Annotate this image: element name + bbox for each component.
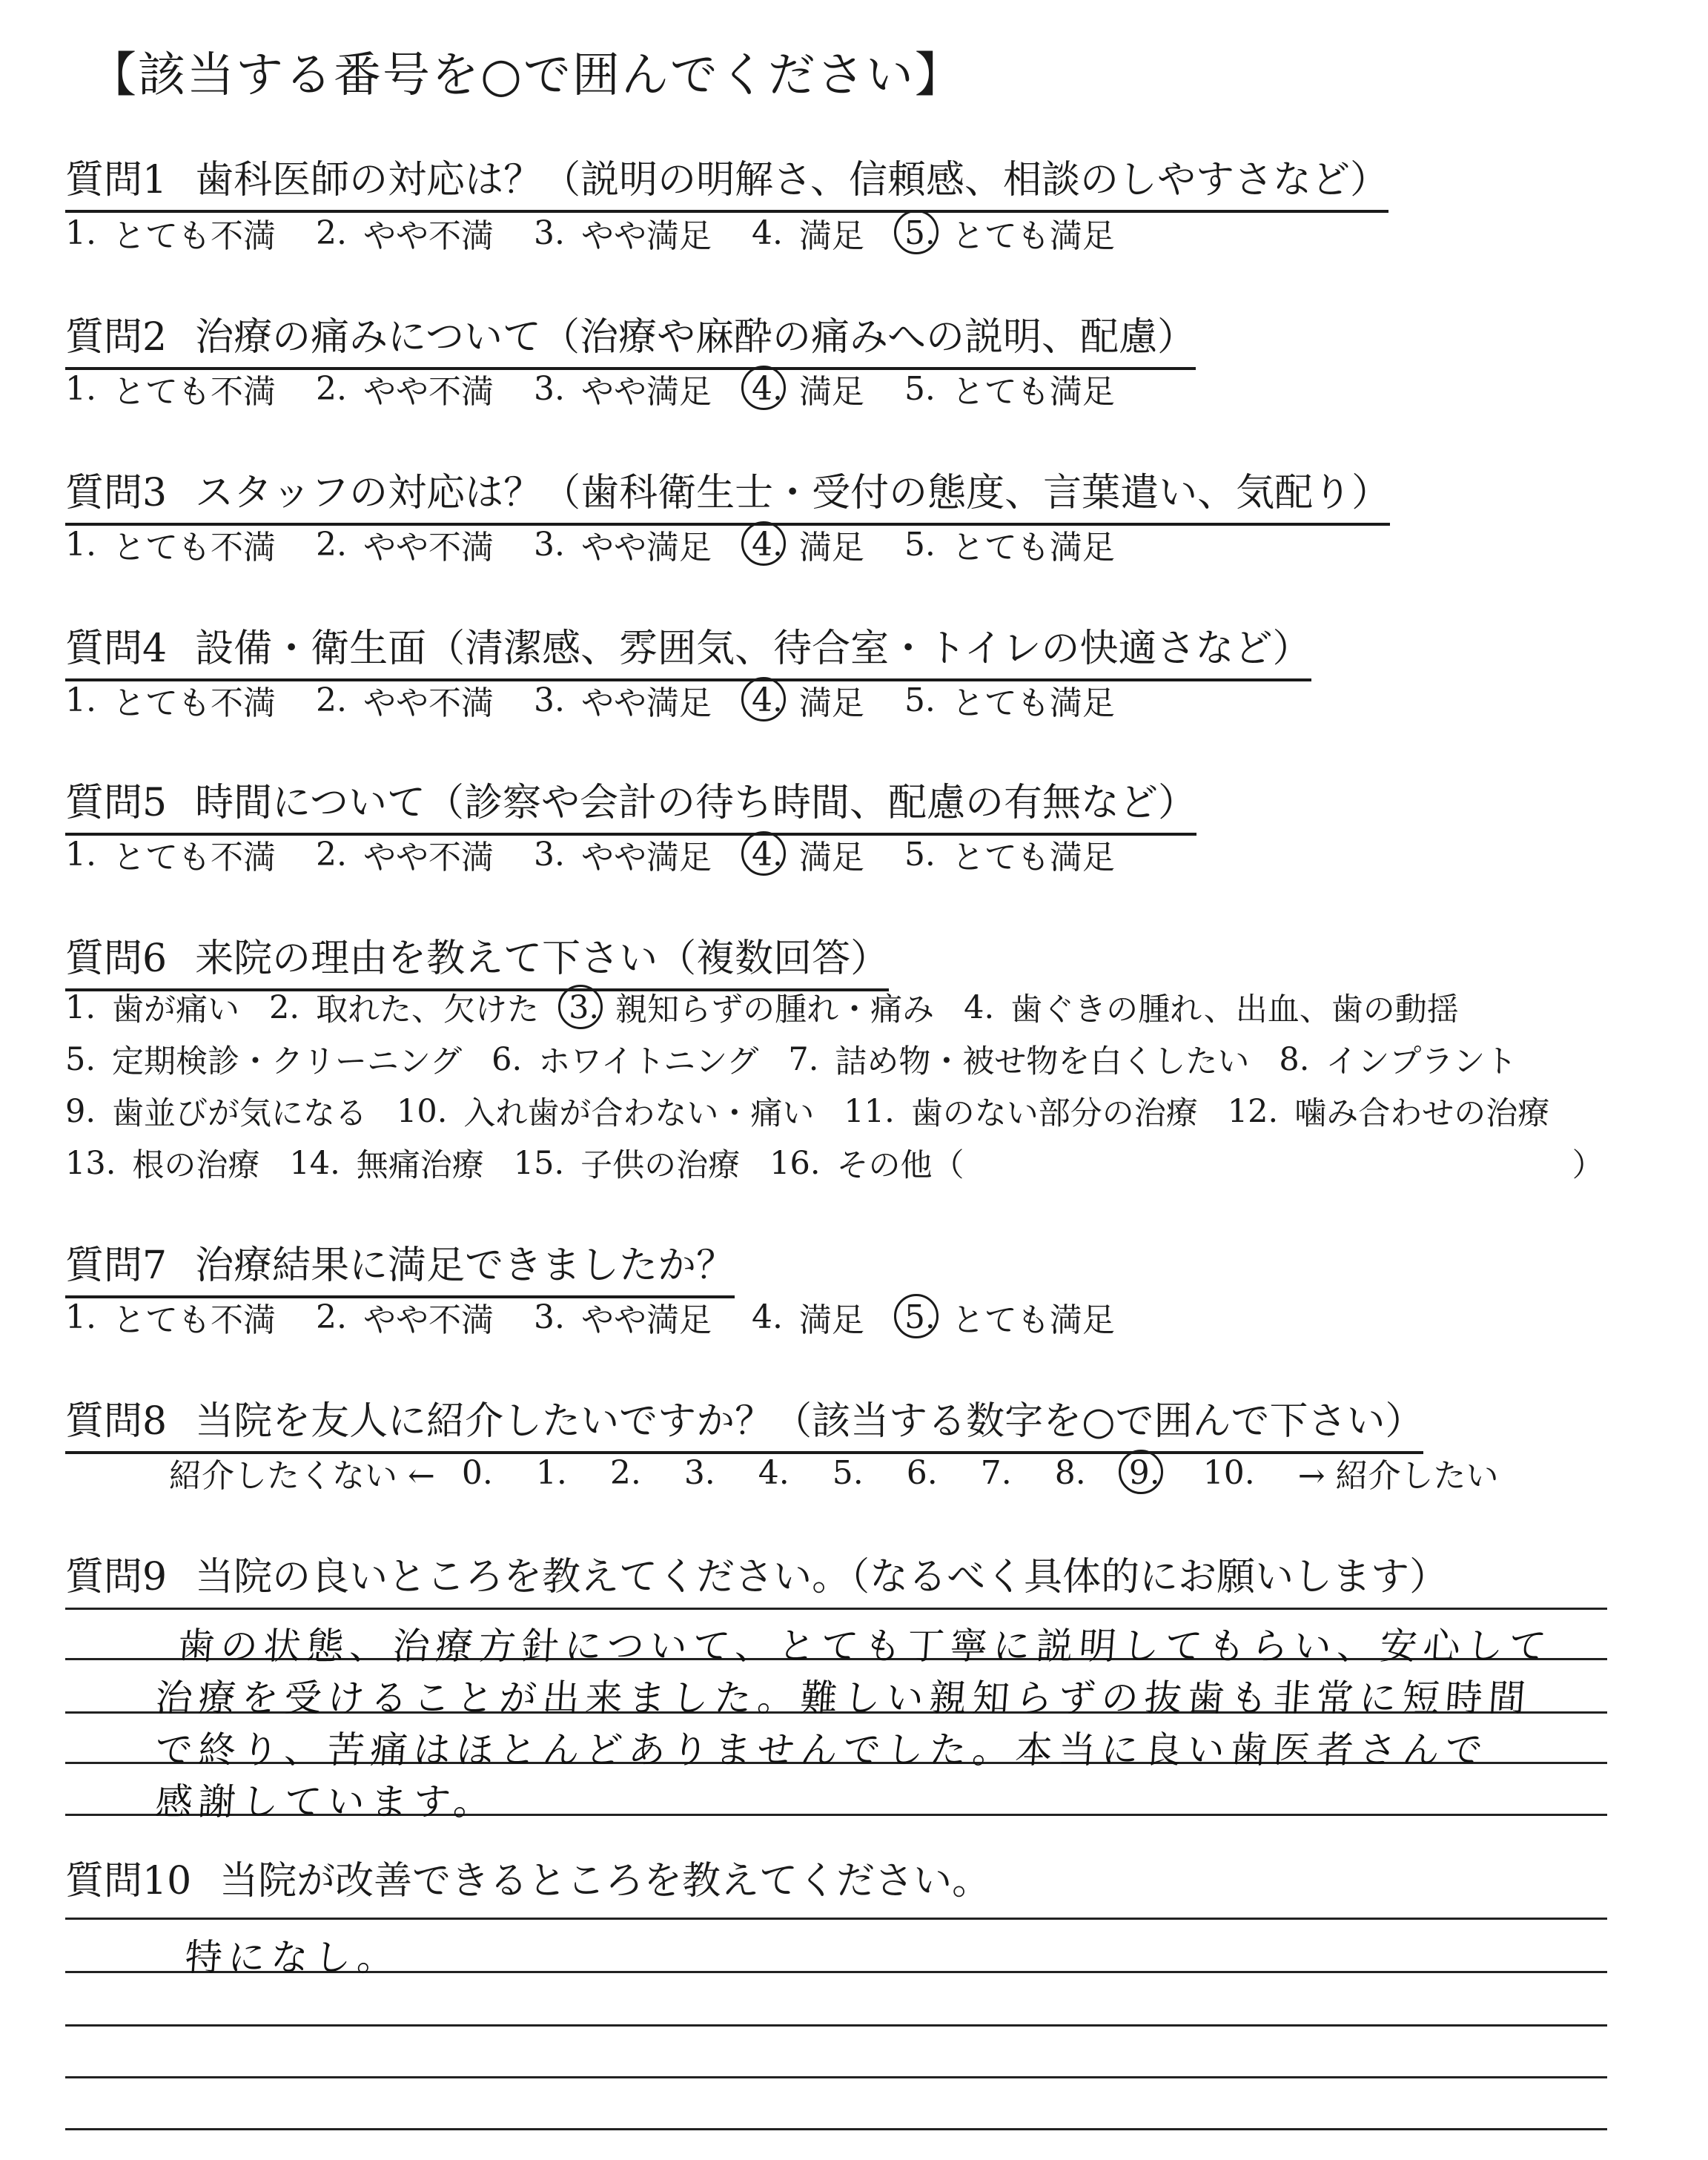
- option-number: 1.: [65, 525, 96, 564]
- option-label: とても不満: [112, 217, 276, 255]
- question-7-options[interactable]: [65, 1293, 1155, 1341]
- reason-option-10[interactable]: [397, 1089, 814, 1134]
- option-number: 4.: [751, 214, 783, 252]
- option-3[interactable]: [534, 209, 712, 257]
- q10-answer-line-1[interactable]: 特になし。: [183, 1936, 402, 1979]
- question-6-title: 質問6 来院の理由を教えて下さい（複数回答）: [65, 927, 889, 991]
- reason-option-12[interactable]: [1228, 1089, 1549, 1134]
- option-number: 5.: [904, 369, 936, 408]
- option-3[interactable]: [534, 1293, 712, 1341]
- option-2[interactable]: [316, 1293, 494, 1341]
- option-number: 5.: [65, 1040, 96, 1078]
- scale-number-9[interactable]: 9.: [1128, 1453, 1160, 1492]
- option-label: やや不満: [363, 373, 494, 411]
- scale-left-label: 紹介したくない ←: [169, 1457, 435, 1495]
- option-number: 2.: [315, 1298, 347, 1336]
- option-number: 3.: [533, 1298, 565, 1336]
- option-label: 満足: [798, 839, 864, 876]
- option-number: 4.: [751, 1298, 783, 1336]
- q9-answer-line-3[interactable]: で終り、苦痛はほとんどありませんでした。本当に良い歯医者さんで: [153, 1728, 1490, 1771]
- option-label: やや満足: [580, 839, 712, 876]
- question-9-title: 質問9 当院の良いところを教えてください。（なるべく具体的にお願いします）: [65, 1555, 1449, 1599]
- question-8-scale[interactable]: [169, 1449, 1526, 1496]
- reason-option-7[interactable]: [788, 1037, 1249, 1082]
- option-1[interactable]: [65, 1293, 276, 1341]
- option-label: やや不満: [363, 217, 494, 255]
- option-5[interactable]: [904, 1293, 1115, 1341]
- reason-option-9[interactable]: [65, 1089, 367, 1134]
- option-label: 親知らずの腫れ・痛み: [615, 991, 935, 1028]
- question-5-title: 質問5 時間について（診察や会計の待ち時間、配慮の有無など）: [65, 771, 1196, 836]
- option-label: とても満足: [951, 529, 1115, 567]
- option-label: 満足: [798, 529, 864, 567]
- option-label: やや満足: [580, 1301, 712, 1339]
- option-4[interactable]: [752, 1293, 864, 1341]
- question-6-row-3[interactable]: [65, 1089, 1579, 1134]
- scale-number-10[interactable]: 10.: [1202, 1453, 1255, 1492]
- option-4[interactable]: [752, 676, 864, 724]
- option-number: 3.: [533, 369, 565, 408]
- option-label: 満足: [798, 373, 864, 411]
- option-number: 5.: [904, 214, 936, 252]
- option-number: 13.: [65, 1144, 116, 1182]
- option-label: とても不満: [112, 529, 276, 567]
- q9-answer-line-1[interactable]: 歯の状態、治療方針について、とても丁寧に説明してもらい、安心して: [176, 1625, 1554, 1668]
- option-label: 歯のない部分の治療: [910, 1095, 1198, 1132]
- option-1[interactable]: [65, 521, 276, 568]
- option-label: やや不満: [363, 529, 494, 567]
- option-number: 15.: [513, 1144, 565, 1182]
- reason-option-1[interactable]: [65, 985, 239, 1030]
- option-number: 3.: [533, 214, 565, 252]
- option-label: インプラント: [1325, 1043, 1517, 1080]
- option-3[interactable]: [534, 676, 712, 724]
- answer-line: [65, 1608, 1607, 1610]
- option-label: やや満足: [580, 217, 712, 255]
- option-number: 6.: [491, 1040, 523, 1078]
- option-4[interactable]: [752, 365, 864, 412]
- question-4-title: 質問4 設備・衛生面（清潔感、雰囲気、待合室・トイレの快適さなど）: [65, 617, 1311, 681]
- question-1-title: 質問1 歯科医師の対応は？（説明の明解さ、信頼感、相談のしやすさなど）: [65, 148, 1388, 213]
- option-label: やや不満: [363, 1301, 494, 1339]
- option-number: 7.: [788, 1040, 819, 1078]
- option-number: 1.: [65, 369, 96, 408]
- option-5[interactable]: [904, 521, 1115, 568]
- scale-number-2[interactable]: 2.: [609, 1453, 641, 1492]
- option-number: 2.: [315, 681, 347, 719]
- option-label: ホワイトニング: [538, 1043, 759, 1080]
- option-1[interactable]: [65, 365, 276, 412]
- option-number: 9.: [65, 1092, 96, 1130]
- option-number: 2.: [315, 214, 347, 252]
- option-label: やや不満: [363, 684, 494, 722]
- option-number: 12.: [1227, 1092, 1279, 1130]
- option-label: やや満足: [580, 373, 712, 411]
- option-number: 4.: [964, 988, 995, 1026]
- option-number: 4.: [751, 835, 783, 873]
- option-label: やや満足: [580, 684, 712, 722]
- option-number: 1.: [65, 988, 96, 1026]
- scale-number-3[interactable]: 3.: [683, 1453, 715, 1492]
- question-6-row-2[interactable]: [65, 1037, 1546, 1082]
- option-5[interactable]: [904, 209, 1115, 257]
- option-label: 入れ歯が合わない・痛い: [463, 1095, 815, 1132]
- option-label: 歯ぐきの腫れ、出血、歯の動揺: [1010, 991, 1459, 1028]
- option-label: その他（: [836, 1147, 964, 1184]
- option-label: とても不満: [112, 373, 276, 411]
- question-4-options[interactable]: [65, 676, 1155, 724]
- option-number: 5.: [904, 681, 936, 719]
- question-3-options[interactable]: [65, 521, 1155, 568]
- question-6-row-4[interactable]: [65, 1140, 1604, 1186]
- option-2[interactable]: [316, 365, 494, 412]
- option-3[interactable]: [534, 365, 712, 412]
- option-number: 4.: [751, 369, 783, 408]
- option-number: 2.: [315, 369, 347, 408]
- option-2[interactable]: [316, 521, 494, 568]
- other-close-paren: ）: [1572, 1147, 1604, 1184]
- option-label: 噛み合わせの治療: [1294, 1095, 1550, 1132]
- scale-number-1[interactable]: 1.: [535, 1453, 567, 1492]
- question-7-title: 質問7 治療結果に満足できましたか？: [65, 1234, 735, 1298]
- option-number: 2.: [269, 988, 300, 1026]
- option-5[interactable]: [904, 365, 1115, 412]
- option-number: 14.: [289, 1144, 340, 1182]
- option-label: 子供の治療: [580, 1147, 741, 1184]
- reason-option-16[interactable]: [769, 1140, 964, 1186]
- option-label: とても不満: [112, 839, 276, 876]
- answer-line: [65, 2128, 1607, 2130]
- option-number: 5.: [904, 1298, 936, 1336]
- option-label: とても満足: [951, 839, 1115, 876]
- option-number: 2.: [315, 835, 347, 873]
- question-2-options[interactable]: [65, 365, 1155, 412]
- answer-line: [65, 2024, 1607, 2027]
- option-number: 8.: [1279, 1040, 1310, 1078]
- q9-answer-line-4[interactable]: 感謝しています。: [153, 1780, 498, 1823]
- question-1-options[interactable]: [65, 209, 1155, 257]
- option-label: 満足: [798, 217, 864, 255]
- option-label: やや満足: [580, 529, 712, 567]
- reason-option-5[interactable]: [65, 1037, 462, 1082]
- option-number: 1.: [65, 835, 96, 873]
- option-number: 4.: [751, 525, 783, 564]
- option-number: 10.: [397, 1092, 448, 1130]
- scale-number-0[interactable]: 0.: [461, 1453, 493, 1492]
- option-2[interactable]: [316, 209, 494, 257]
- option-number: 3.: [533, 835, 565, 873]
- option-label: 満足: [798, 1301, 864, 1339]
- option-label: 歯並びが気になる: [112, 1095, 368, 1132]
- option-2[interactable]: [316, 830, 494, 878]
- answer-line: [65, 1918, 1607, 1920]
- scale-number-7[interactable]: 7.: [980, 1453, 1012, 1492]
- option-label: とても不満: [112, 684, 276, 722]
- option-number: 4.: [751, 681, 783, 719]
- option-label: 詰め物・被せ物を白くしたい: [835, 1043, 1250, 1080]
- option-number: 1.: [65, 214, 96, 252]
- scale-number-5[interactable]: 5.: [832, 1453, 864, 1492]
- question-6-row-1[interactable]: [65, 985, 1489, 1030]
- option-label: 満足: [798, 684, 864, 722]
- option-4[interactable]: [752, 830, 864, 878]
- option-label: とても満足: [951, 373, 1115, 411]
- option-label: とても満足: [951, 1301, 1115, 1339]
- option-number: 3.: [533, 681, 565, 719]
- option-5[interactable]: [904, 830, 1115, 878]
- reason-option-8[interactable]: [1279, 1037, 1517, 1082]
- reason-option-15[interactable]: [514, 1140, 740, 1186]
- option-label: 根の治療: [132, 1147, 260, 1184]
- question-8-title: 質問8 当院を友人に紹介したいですか？（該当する数字を○で囲んで下さい）: [65, 1390, 1423, 1454]
- option-label: とても満足: [951, 684, 1115, 722]
- option-4[interactable]: [752, 209, 864, 257]
- option-label: 無痛治療: [356, 1147, 484, 1184]
- option-number: 3.: [533, 525, 565, 564]
- scale-right-label: → 紹介したい: [1297, 1457, 1499, 1495]
- reason-option-4[interactable]: [964, 985, 1459, 1030]
- reason-option-3[interactable]: [569, 985, 934, 1030]
- option-label: 定期検診・クリーニング: [112, 1043, 463, 1080]
- reason-option-2[interactable]: [269, 985, 539, 1030]
- option-number: 1.: [65, 1298, 96, 1336]
- option-number: 16.: [769, 1144, 821, 1182]
- question-3-title: 質問3 スタッフの対応は？（歯科衛生士・受付の態度、言葉遣い、気配り）: [65, 461, 1390, 526]
- option-number: 5.: [904, 525, 936, 564]
- reason-option-14[interactable]: [289, 1140, 483, 1186]
- option-label: やや不満: [363, 839, 494, 876]
- scale-number-6[interactable]: 6.: [906, 1453, 938, 1492]
- option-number: 5.: [904, 835, 936, 873]
- option-number: 3.: [569, 988, 600, 1026]
- answer-line: [65, 2076, 1607, 2078]
- option-label: 歯が痛い: [112, 991, 240, 1028]
- option-number: 2.: [315, 525, 347, 564]
- question-5-options[interactable]: [65, 830, 1155, 878]
- question-10-title: 質問10 当院が改善できるところを教えてください。: [65, 1859, 991, 1903]
- option-label: 取れた、欠けた: [316, 991, 540, 1028]
- option-3[interactable]: [534, 521, 712, 568]
- option-label: とても満足: [951, 217, 1115, 255]
- option-5[interactable]: [904, 676, 1115, 724]
- option-3[interactable]: [534, 830, 712, 878]
- option-1[interactable]: [65, 209, 276, 257]
- option-2[interactable]: [316, 676, 494, 724]
- scale-number-8[interactable]: 8.: [1054, 1453, 1086, 1492]
- scale-number-4[interactable]: 4.: [758, 1453, 790, 1492]
- q9-answer-line-2[interactable]: 治療を受けることが出来ました。難しい親知らずの抜歯も非常に短時間: [153, 1677, 1533, 1720]
- reason-option-13[interactable]: [65, 1140, 259, 1186]
- page-header: 【該当する番号を○で囲んでください】: [89, 48, 964, 103]
- reason-option-11[interactable]: [844, 1089, 1197, 1134]
- reason-option-6[interactable]: [491, 1037, 758, 1082]
- option-number: 11.: [844, 1092, 895, 1130]
- question-2-title: 質問2 治療の痛みについて（治療や麻酔の痛みへの説明、配慮）: [65, 305, 1196, 370]
- option-1[interactable]: [65, 676, 276, 724]
- option-label: とても不満: [112, 1301, 276, 1339]
- option-number: 1.: [65, 681, 96, 719]
- scale-numbers[interactable]: [462, 1454, 1298, 1492]
- option-1[interactable]: [65, 830, 276, 878]
- option-4[interactable]: [752, 521, 864, 568]
